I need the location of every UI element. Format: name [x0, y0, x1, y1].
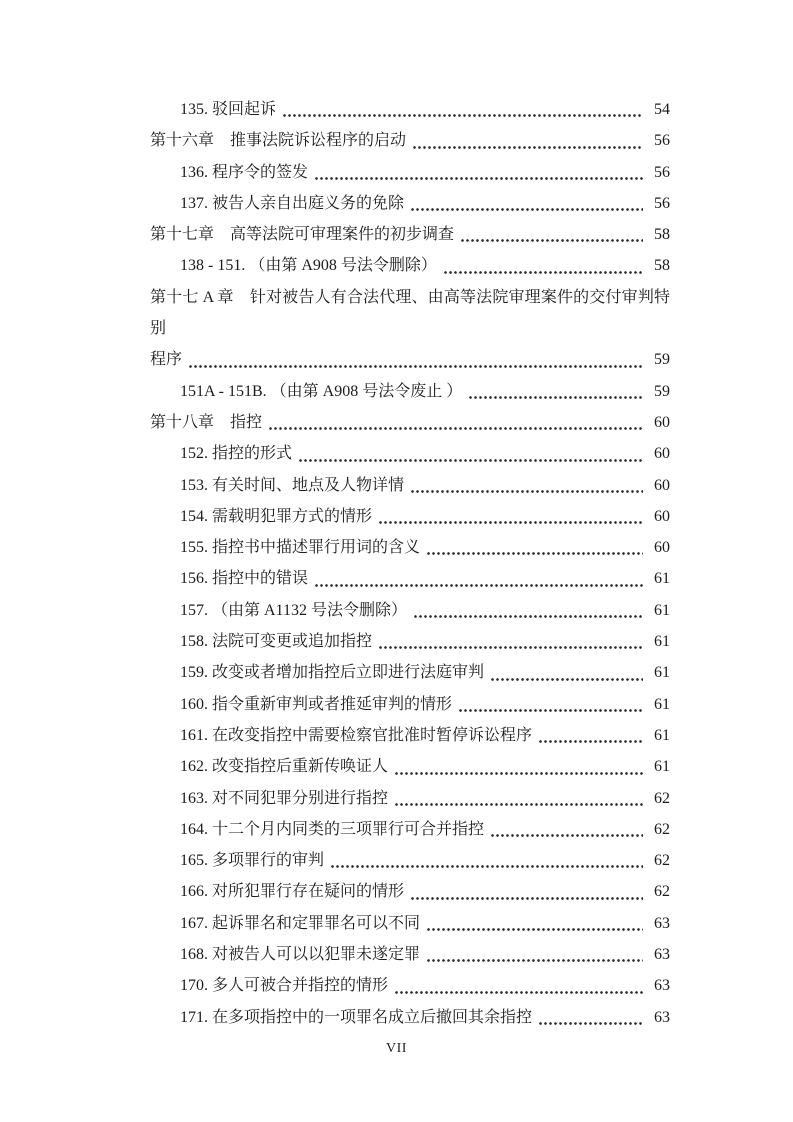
toc-entry[interactable]: [150, 751, 670, 782]
dot-leader: [426, 908, 643, 939]
toc-entry-label: 166. 对所犯罪行存在疑问的情形: [180, 883, 405, 901]
toc-entry-page-number: 61: [654, 726, 670, 744]
toc-entry[interactable]: [150, 1002, 670, 1033]
toc-entry-label: 170. 多人可被合并指控的情形: [180, 977, 389, 995]
toc-entry-page-number: 63: [654, 914, 670, 932]
toc-entry-label: 152. 指控的形式: [180, 445, 293, 463]
dot-leader: [410, 876, 643, 907]
toc-entry[interactable]: [150, 407, 670, 438]
toc-entry[interactable]: [150, 470, 670, 501]
toc-entry-label: 第十六章 推事法院诉讼程序的启动: [150, 132, 407, 150]
toc-entry[interactable]: [150, 970, 670, 1001]
page-footer: [0, 1041, 793, 1057]
toc-entry-label: 程序: [150, 351, 183, 369]
toc-entry-label: 137. 被告人亲自出庭义务的免除: [180, 194, 405, 212]
toc-entry-page-number: 61: [654, 570, 670, 588]
toc-entry[interactable]: [150, 783, 670, 814]
toc-entry[interactable]: [150, 219, 670, 250]
toc-entry[interactable]: [150, 689, 670, 720]
toc-entry[interactable]: [150, 438, 670, 469]
toc-entry-label: 171. 在多项指控中的一项罪名成立后撤回其余指控: [180, 1008, 533, 1026]
toc-entry[interactable]: [150, 157, 670, 188]
dot-leader: [410, 470, 643, 501]
toc-entry[interactable]: [150, 595, 670, 626]
toc-entry-page-number: 61: [654, 695, 670, 713]
dot-leader: [314, 563, 643, 594]
toc-entry-page-number: 60: [654, 539, 670, 557]
toc-entry[interactable]: [150, 563, 670, 594]
toc-entry[interactable]: [150, 94, 670, 125]
toc-list: [150, 94, 670, 1033]
toc-entry[interactable]: [150, 845, 670, 876]
dot-leader: [538, 1002, 643, 1033]
toc-entry-label: 164. 十二个月内同类的三项罪行可合并指控: [180, 820, 485, 838]
toc-entry-text-line: 第十七 A 章 针对被告人有合法代理、由高等法院审理案件的交付审判特别: [150, 288, 670, 338]
toc-entry-page-number: 60: [654, 476, 670, 494]
toc-entry-page-number: 56: [654, 132, 670, 150]
toc-entry-label: 163. 对不同犯罪分别进行指控: [180, 789, 389, 807]
dot-leader: [268, 407, 643, 438]
toc-entry-label: 160. 指令重新审判或者推延审判的情形: [180, 695, 453, 713]
dot-leader: [298, 438, 643, 469]
dot-leader: [468, 376, 643, 407]
toc-entry-page-number: 59: [654, 351, 670, 369]
toc-entry[interactable]: [150, 532, 670, 563]
dot-leader: [426, 532, 643, 563]
toc-entry-page-number: 62: [654, 789, 670, 807]
toc-entry-page-number: 61: [654, 633, 670, 651]
toc-entry-label: 第十七章 高等法院可审理案件的初步调查: [150, 226, 455, 244]
dot-leader: [394, 970, 643, 1001]
toc-entry[interactable]: [150, 908, 670, 939]
toc-entry-page-number: 60: [654, 413, 670, 431]
toc-entry-page-number: 58: [654, 257, 670, 275]
toc-entry-label: 157. （由第 A1132 号法令删除）: [180, 601, 407, 619]
dot-leader: [378, 501, 643, 532]
dot-leader: [413, 595, 643, 626]
toc-entry[interactable]: [150, 876, 670, 907]
toc-entry-page-number: 56: [654, 194, 670, 212]
dot-leader: [410, 188, 643, 219]
toc-entry-label: 165. 多项罪行的审判: [180, 852, 325, 870]
dot-leader: [412, 125, 643, 156]
toc-entry[interactable]: [150, 720, 670, 751]
toc-entry-page-number: 61: [654, 601, 670, 619]
toc-entry-label: 138 - 151. （由第 A908 号法令删除）: [180, 257, 437, 275]
toc-entry-page-number: 63: [654, 1008, 670, 1026]
toc-entry-page-number: 62: [654, 852, 670, 870]
dot-leader: [378, 626, 643, 657]
toc-entry-page-number: 62: [654, 820, 670, 838]
toc-entry[interactable]: [150, 282, 670, 376]
toc-entry-label: 156. 指控中的错误: [180, 570, 309, 588]
toc-entry-page-number: 58: [654, 226, 670, 244]
toc-entry-page-number: 63: [654, 946, 670, 964]
toc-entry[interactable]: [150, 939, 670, 970]
page-number: VII: [386, 1041, 407, 1056]
toc-entry-label: 154. 需载明犯罪方式的情形: [180, 507, 373, 525]
toc-entry-page-number: 61: [654, 758, 670, 776]
toc-entry-label: 168. 对被告人可以以犯罪未遂定罪: [180, 946, 421, 964]
dot-leader: [314, 157, 643, 188]
toc-entry-page-number: 60: [654, 445, 670, 463]
dot-leader: [394, 751, 643, 782]
toc-entry[interactable]: [150, 626, 670, 657]
toc-entry-label: 159. 改变或者增加指控后立即进行法庭审判: [180, 664, 485, 682]
dot-leader: [426, 939, 643, 970]
dot-leader: [458, 689, 643, 720]
toc-entry[interactable]: [150, 501, 670, 532]
toc-entry-page-number: 54: [654, 101, 670, 118]
dot-leader: [282, 94, 643, 125]
toc-entry-label: 135. 驳回起诉: [180, 101, 277, 118]
toc-entry-label: 153. 有关时间、地点及人物详情: [180, 476, 405, 494]
toc-entry-page-number: 62: [654, 883, 670, 901]
dot-leader: [490, 657, 643, 688]
toc-entry-page-number: 63: [654, 977, 670, 995]
dot-leader: [538, 720, 643, 751]
dot-leader: [460, 219, 643, 250]
toc-entry-label: 151A - 151B. （由第 A908 号法令废止 ）: [180, 382, 463, 400]
toc-entry-label: 第十八章 指控: [150, 413, 263, 431]
toc-entry-page-number: 60: [654, 507, 670, 525]
dot-leader: [330, 845, 643, 876]
toc-entry-page-number: 61: [654, 664, 670, 682]
dot-leader: [188, 344, 643, 375]
toc-entry-label: 136. 程序令的签发: [180, 163, 309, 181]
toc-entry[interactable]: [150, 657, 670, 688]
toc-entry[interactable]: [150, 250, 670, 281]
dot-leader: [490, 814, 643, 845]
toc-entry-page-number: 59: [654, 382, 670, 400]
toc-entry-label: 158. 法院可变更或追加指控: [180, 633, 373, 651]
dot-leader: [443, 250, 643, 281]
toc-entry-label: 167. 起诉罪名和定罪罪名可以不同: [180, 914, 421, 932]
toc-entry-label: 162. 改变指控后重新传唤证人: [180, 758, 389, 776]
toc-entry-label: 161. 在改变指控中需要检察官批准时暂停诉讼程序: [180, 726, 533, 744]
toc-entry[interactable]: [150, 814, 670, 845]
toc-entry[interactable]: [150, 125, 670, 156]
toc-entry[interactable]: [150, 188, 670, 219]
toc-entry[interactable]: [150, 376, 670, 407]
dot-leader: [394, 783, 643, 814]
toc-entry-label: 155. 指控书中描述罪行用词的含义: [180, 539, 421, 557]
toc-entry-page-number: 56: [654, 163, 670, 181]
